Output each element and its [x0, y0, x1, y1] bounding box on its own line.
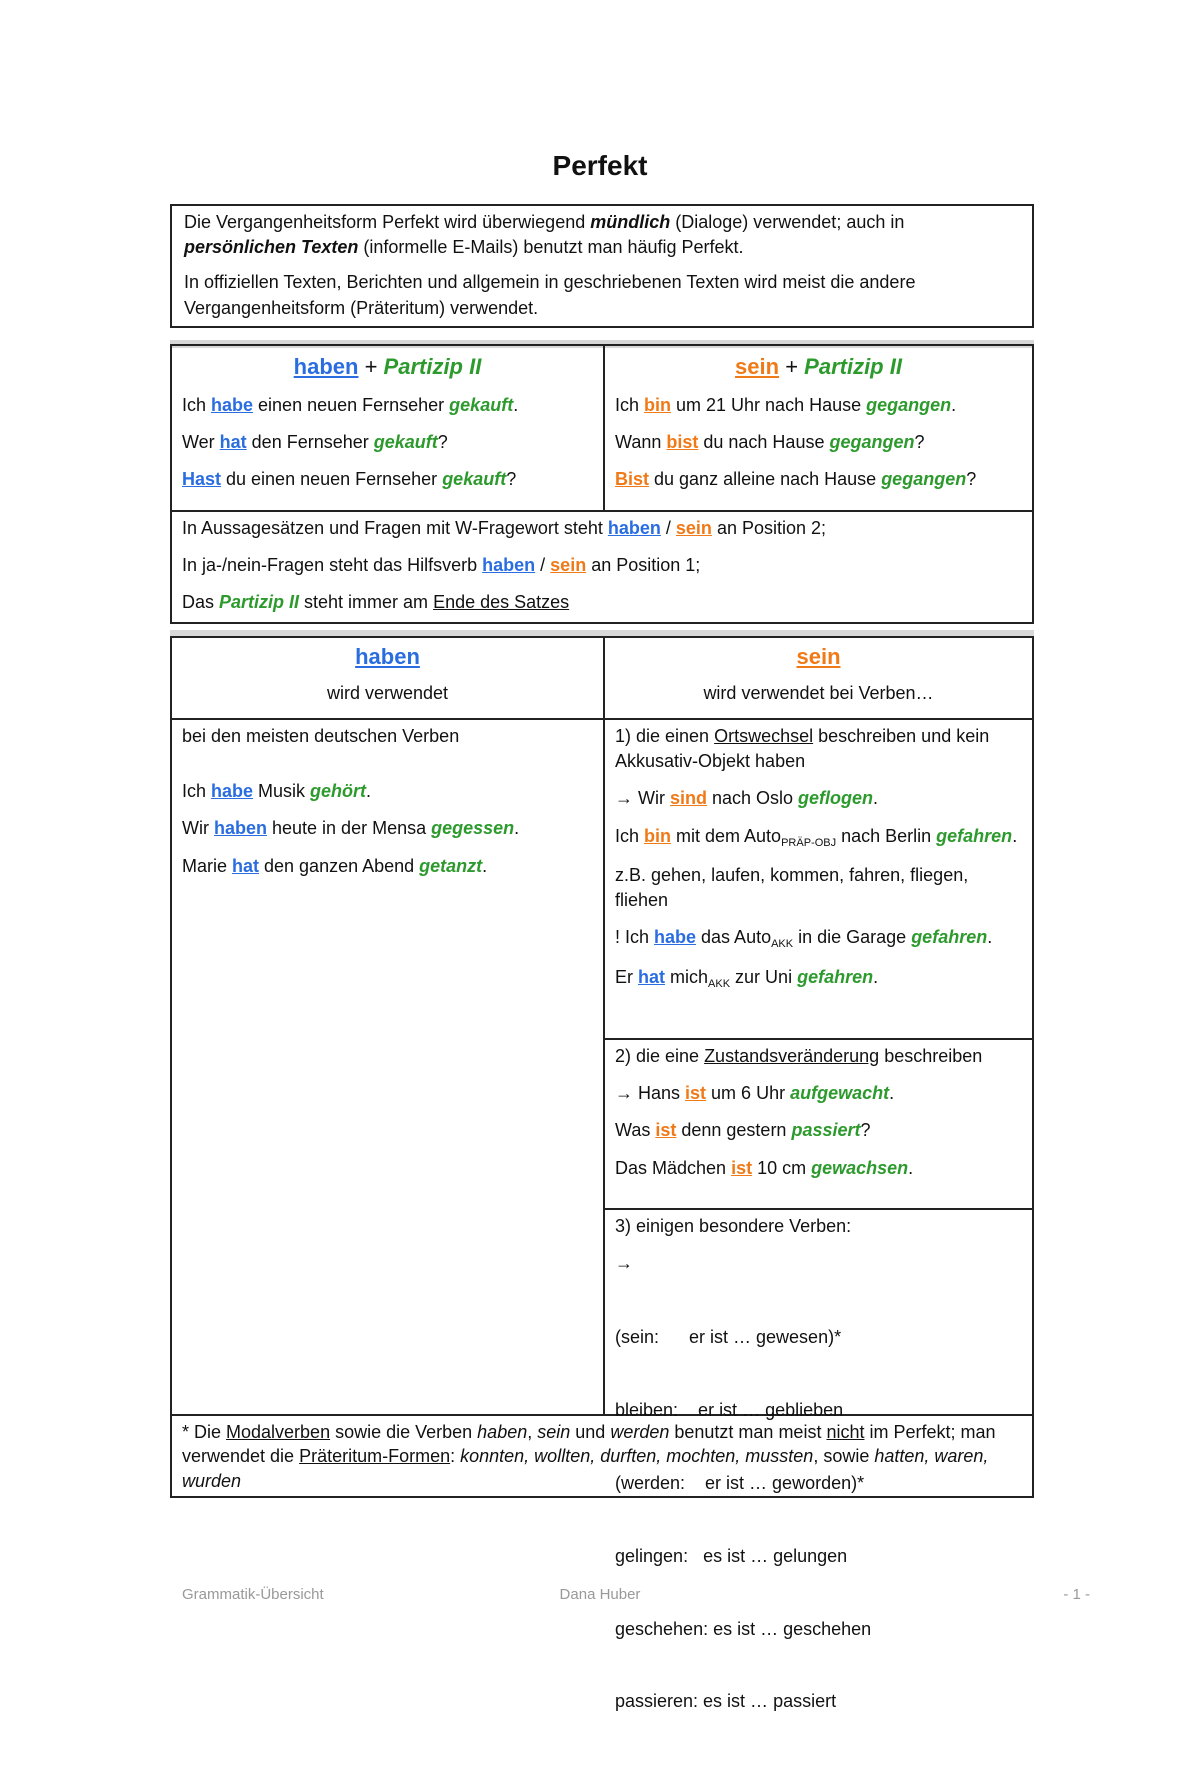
table2-right-header [605, 638, 1032, 710]
sein-section-2 [605, 1040, 1032, 1185]
text: Ich [182, 781, 212, 802]
punct: ? [506, 469, 517, 490]
table2-left-header [172, 638, 603, 710]
partizip-label: Partizip II [804, 354, 902, 379]
haben-label: haben [355, 644, 420, 669]
text: um 21 Uhr nach Hause [671, 394, 867, 415]
text: zur Uni [730, 966, 798, 987]
text: 2) die eine [615, 1046, 705, 1066]
aux-verb: sind [669, 788, 707, 809]
text: / [660, 518, 676, 538]
text: und [570, 1422, 611, 1442]
list-item: passieren: es ist … passiert [615, 1691, 837, 1712]
aux-verb: sein [675, 518, 712, 538]
example-row [615, 430, 1022, 455]
aux-verb: haben [482, 555, 536, 576]
text: / [535, 555, 551, 576]
text: werden [610, 1422, 670, 1442]
rule-line [182, 553, 1022, 578]
participle: gefahren [797, 966, 874, 987]
aux-verb: hat [638, 966, 666, 987]
intro-emphasis: persönlichen Texten [184, 237, 359, 258]
subscript: AKK [708, 977, 731, 990]
text: Ich [182, 394, 212, 415]
participle: geflogen [798, 788, 874, 809]
footer-left: Grammatik-Übersicht [182, 1586, 324, 1603]
text: In Aussagesätzen und Fragen mit W-Fragewort steht [182, 518, 608, 538]
participle: aufgewacht [790, 1083, 890, 1104]
aux-verb: sein [550, 555, 587, 576]
aux-verb: ist [685, 1083, 707, 1104]
punct: . [514, 818, 520, 839]
plus-sign: + [358, 354, 384, 379]
text: Musik [253, 781, 311, 802]
example-row [615, 467, 1022, 492]
text: denn gestern [676, 1120, 792, 1141]
text: steht immer am [299, 592, 434, 613]
participle: gegangen [866, 394, 952, 415]
list-item: geschehen: es ist … geschehen [615, 1618, 872, 1639]
text: den Fernseher [246, 431, 374, 452]
text: ! Ich [615, 927, 655, 948]
text: sowie die Verben [330, 1422, 478, 1442]
participle: getanzt [419, 855, 483, 876]
intro-paragraph-1 [184, 210, 1020, 260]
punct: . [482, 855, 488, 876]
footer-center: Dana Huber [559, 1586, 641, 1603]
text: Ich [615, 825, 645, 846]
list-item: (werden: er ist … geworden)* [615, 1472, 865, 1493]
list-item: (sein: er ist … gewesen)* [615, 1326, 842, 1347]
example-row [615, 1118, 1022, 1143]
punct: . [873, 788, 879, 809]
text: um 6 Uhr [706, 1083, 791, 1104]
example-row [615, 393, 1022, 418]
example-row [182, 816, 593, 841]
haben-header [182, 352, 593, 383]
text: haben [477, 1422, 528, 1442]
table1-left-column [172, 346, 603, 496]
intro-text: Die Vergangenheitsform Perfekt wird überwiegend [184, 212, 591, 232]
sein-section-1 [605, 720, 1032, 996]
example-row [182, 854, 593, 879]
text: konnten, wollten, durften, mochten, mussten [460, 1446, 814, 1467]
participle: gekauft [373, 431, 438, 452]
text: du ganz alleine nach Hause [649, 469, 882, 490]
text: das Auto [696, 927, 772, 948]
plus-sign: + [779, 354, 805, 379]
participle: Partizip II [219, 592, 300, 613]
text: → Hans [615, 1083, 686, 1104]
aux-verb: hat [232, 855, 260, 876]
example-row [615, 1081, 1022, 1106]
table2-left-body [172, 720, 603, 883]
text: Zustandsveränderung [704, 1046, 880, 1066]
participle: gegessen [431, 818, 515, 839]
text: den ganzen Abend [259, 855, 420, 876]
aux-verb: hat [219, 431, 247, 452]
participle: gegangen [829, 431, 915, 452]
list-item: gelingen: es ist … gelungen [615, 1545, 848, 1566]
intro-emphasis: mündlich [590, 212, 671, 232]
footer-page-number: - 1 - [1063, 1586, 1090, 1603]
text: Marie [182, 855, 233, 876]
punct: ? [437, 431, 448, 452]
intro-box [170, 204, 1034, 328]
aux-verb: habe [211, 394, 254, 415]
punct: . [908, 1157, 914, 1178]
section-heading: 3) einigen besondere Verben: [615, 1216, 852, 1236]
example-row [182, 393, 593, 418]
text: im Perfekt; man verwendet die [182, 1422, 996, 1467]
table1 [170, 344, 1034, 624]
partizip-label: Partizip II [383, 354, 482, 379]
haben-subtitle: wird verwendet [326, 682, 449, 703]
text: * Die [182, 1422, 227, 1442]
text: du nach Hause [698, 431, 830, 452]
haben-label: haben [293, 354, 359, 379]
text: 1) die einen [615, 726, 715, 746]
punct: . [987, 927, 993, 948]
text: Wann [615, 431, 667, 452]
sein-label: sein [735, 354, 780, 379]
punct: ? [860, 1120, 871, 1141]
punct: . [873, 966, 879, 987]
participle: passiert [791, 1120, 861, 1141]
arrow-icon: → [615, 1253, 633, 1274]
participle: gekauft [449, 394, 514, 415]
punct: ? [914, 431, 925, 452]
rule-line [182, 590, 1022, 615]
participle: gewachsen [811, 1157, 909, 1178]
aux-verb: bin [644, 394, 672, 415]
rule-line [182, 516, 1022, 541]
punct: . [513, 394, 519, 415]
example-row [615, 925, 1022, 952]
text: Was [615, 1120, 656, 1141]
text: beschreiben und kein Akkusativ-Objekt haben [615, 726, 990, 772]
text: , sowie [813, 1446, 875, 1467]
aux-verb: haben [607, 518, 661, 538]
intro-paragraph-2: In offiziellen Texten, Berichten und allgemein in geschriebenen Texten wird meist die andere Vergangenheitsform (Präteritum) verwendet. [184, 272, 916, 318]
table1-right-column [605, 346, 1032, 496]
punct: . [366, 781, 372, 802]
aux-verb: Hast [182, 469, 222, 490]
example-row [182, 430, 593, 455]
participle: gegangen [881, 469, 967, 490]
text: In ja-/nein-Fragen steht das Hilfsverb [182, 555, 483, 576]
text: in die Garage [793, 927, 912, 948]
aux-verb: habe [211, 781, 254, 802]
aux-verb: bin [644, 825, 672, 846]
haben-intro: bei den meisten deutschen Verben [182, 726, 460, 746]
special-verbs-list [615, 1276, 1022, 1762]
text: : [450, 1446, 461, 1467]
text: nach Berlin [836, 825, 937, 846]
text: an Position 2; [711, 518, 827, 538]
participle: gefahren [936, 825, 1013, 846]
text: Ende des Satzes [433, 592, 570, 613]
text: 10 cm [752, 1157, 812, 1178]
text: sein [537, 1422, 571, 1442]
text: Das Mädchen [615, 1157, 732, 1178]
text: beschreiben [879, 1046, 983, 1066]
list-item: bleiben: er ist … geblieben [615, 1399, 844, 1420]
text: einen neuen Fernseher [253, 394, 450, 415]
text: Ortswechsel [714, 726, 814, 746]
aux-verb: haben [213, 818, 267, 839]
text: du einen neuen Fernseher [221, 469, 443, 490]
intro-text: (Dialoge) verwendet; auch in [670, 212, 905, 232]
sein-label: sein [796, 644, 841, 669]
text: Modalverben [226, 1422, 331, 1442]
intro-text: (informelle E-Mails) benutzt man häufig Perfekt. [358, 237, 744, 258]
punct: . [951, 394, 957, 415]
example-row [182, 467, 593, 492]
haben-header [182, 642, 593, 673]
sein-subtitle: wird verwendet bei Verben… [703, 682, 934, 703]
footnote [172, 1416, 1032, 1497]
text: heute in der Mensa [267, 818, 432, 839]
text: an Position 1; [586, 555, 701, 576]
participle: gehört [310, 781, 367, 802]
text: mit dem Auto [671, 825, 782, 846]
sein-header [615, 352, 1022, 383]
punct: . [889, 1083, 895, 1104]
text: Wir [182, 818, 214, 839]
aux-verb: ist [655, 1120, 677, 1141]
verb-list: z.B. gehen, laufen, kommen, fahren, fliegen, fliehen [615, 864, 969, 911]
text: → Wir [615, 788, 670, 809]
text: Präteritum-Formen [299, 1446, 451, 1467]
text: Wer [182, 431, 220, 452]
punct: . [1012, 825, 1018, 846]
example-row [182, 779, 593, 804]
aux-verb: habe [654, 927, 697, 948]
table1-rules [172, 512, 1032, 620]
subscript: AKK [771, 938, 794, 951]
aux-verb: Bist [615, 469, 650, 490]
text: nicht [826, 1422, 865, 1442]
example-row [615, 1156, 1022, 1181]
sein-header [615, 642, 1022, 673]
haben-examples [182, 393, 593, 493]
punct: ? [966, 469, 977, 490]
aux-verb: ist [731, 1157, 753, 1178]
example-row [615, 824, 1022, 851]
example-row [615, 786, 1022, 811]
text: , [527, 1422, 538, 1442]
section-heading [615, 1044, 1022, 1069]
aux-verb: bist [666, 431, 699, 452]
sein-examples [615, 393, 1022, 493]
text: Ich [615, 394, 645, 415]
text: Das [182, 592, 220, 613]
participle: gekauft [442, 469, 507, 490]
section-heading [615, 724, 1022, 774]
participle: gefahren [911, 927, 988, 948]
example-row [615, 965, 1022, 992]
text: nach Oslo [707, 788, 799, 809]
text: hatten, waren, wurden [182, 1446, 989, 1491]
text: benutzt man meist [669, 1422, 827, 1442]
subscript: PRÄP-OBJ [781, 836, 837, 849]
page-title: Perfekt [552, 150, 648, 181]
text: Er [615, 966, 639, 987]
text: mich [665, 966, 709, 987]
